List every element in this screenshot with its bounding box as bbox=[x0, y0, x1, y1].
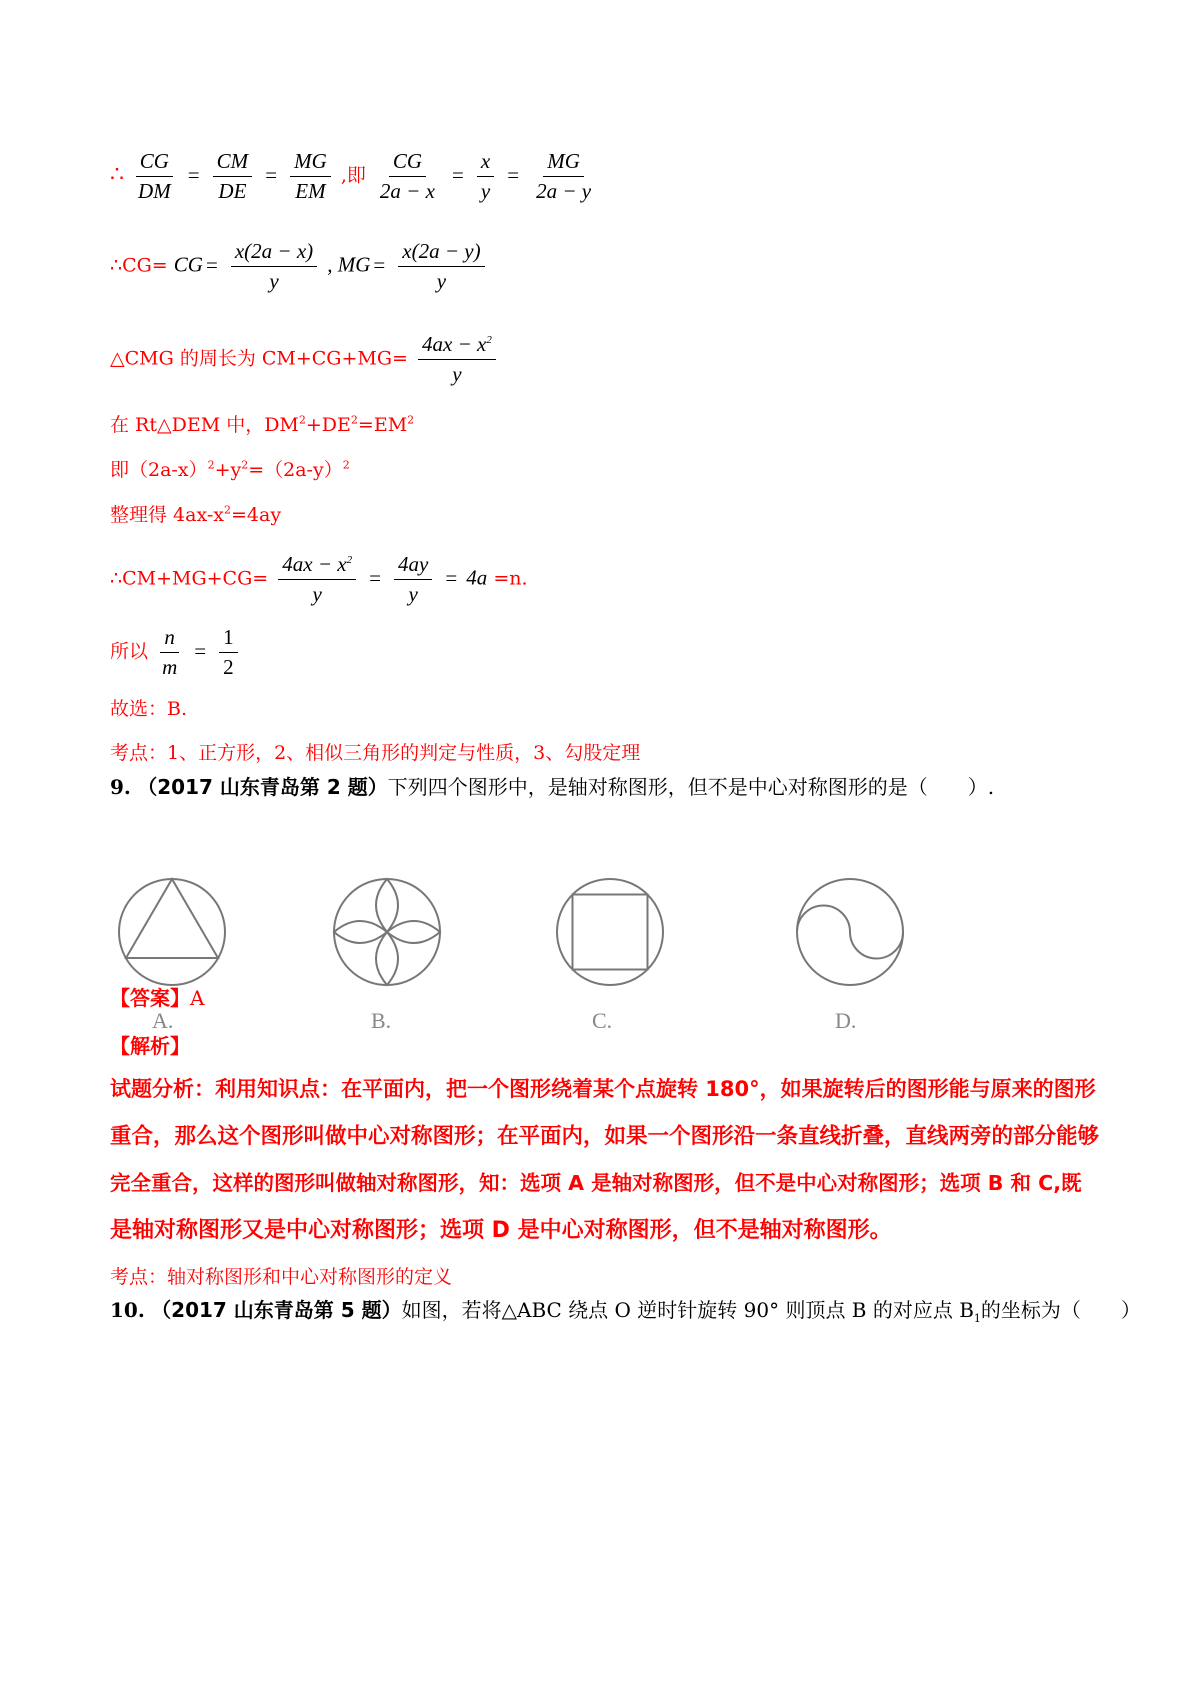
option-d-figure bbox=[790, 872, 910, 992]
knowledge-point-1: 考点：1、正方形，2、相似三角形的判定与性质，3、勾股定理 bbox=[110, 742, 641, 764]
option-d-label: D. bbox=[835, 1008, 857, 1033]
fraction: $\frac{MG}{EM}$ bbox=[290, 150, 331, 203]
option-b-label: B. bbox=[371, 1008, 392, 1033]
fraction: $\frac{4ax - x^2}{y}$ bbox=[418, 333, 496, 386]
question-10: 10. （2017 山东青岛第 5 题）如图，若将△ABC 绕点 O 逆时针旋转 90° 则顶点 B 的对应点 $B_1$的坐标为（ ） bbox=[110, 1298, 1141, 1325]
fraction: $\frac{CM}{DE}$ bbox=[213, 150, 253, 203]
analysis-label: 【解析】 bbox=[110, 1034, 190, 1058]
cg-prefix: ∴CG= bbox=[110, 254, 168, 277]
choice-line: 故选：B. bbox=[110, 698, 188, 720]
ratio-equation: ∴ $\frac{CG}{DM}$ = $\frac{CM}{DE}$ = $\frac{MG}{EM}$ ,即 $\frac{CG}{2a - x}$ = $\frac{x}{y}$ = $\frac{MG}{2a - y}$ bbox=[110, 150, 599, 203]
fraction: $\frac{CG}{2a - x}$ bbox=[379, 149, 435, 204]
fraction: $\frac{x(2a - x)}{y}$ bbox=[231, 240, 317, 293]
simplify-line: 整理得 $4ax-x^2=4ay$ bbox=[110, 503, 282, 526]
option-c-figure bbox=[550, 872, 670, 992]
ji-text: ,即 bbox=[340, 164, 366, 187]
fraction: $\frac{1}{2}$ bbox=[219, 626, 238, 679]
fraction: $\frac{4ax - x^2}{y}$ bbox=[278, 553, 356, 606]
option-a-figure bbox=[112, 872, 232, 992]
fraction: $\frac{x(2a - y)}{y}$ bbox=[398, 240, 484, 293]
knowledge-point-2: 考点：轴对称图形和中心对称图形的定义 bbox=[110, 1266, 453, 1288]
option-c-label: C. bbox=[592, 1008, 613, 1033]
pythagoras-line: 在 Rt△DEM 中，$DM^2+DE^2=EM^2$ bbox=[110, 413, 415, 436]
option-a-label: A. bbox=[152, 1008, 174, 1033]
therefore-symbol: ∴ bbox=[110, 162, 124, 188]
ratio-result: 所以 $\frac{n}{m}$ = $\frac{1}{2}$ bbox=[110, 626, 242, 679]
answer-line: 【答案】A bbox=[110, 986, 205, 1010]
option-b-figure bbox=[327, 872, 447, 992]
fraction: $\frac{MG}{2a - y}$ bbox=[536, 149, 592, 204]
question-9: 9. （2017 山东青岛第 2 题）下列四个图形中，是轴对称图形，但不是中心对称图形的是（ ）. bbox=[110, 775, 995, 799]
sum-equation: ∴CM+MG+CG= $\frac{4ax - x^2}{y}$ = $\frac{4ay}{y}$ = 4a =n. bbox=[110, 552, 528, 607]
fraction: $\frac{n}{m}$ bbox=[162, 625, 178, 680]
cg-mg-equation: ∴CG= CG = $\frac{x(2a - x)}{y}$ , MG = $\frac{x(2a - y)}{y}$ bbox=[110, 240, 489, 293]
fraction: $\frac{CG}{DM}$ bbox=[134, 150, 175, 203]
fraction: $\frac{x}{y}$ bbox=[477, 150, 494, 203]
fraction: $\frac{4ay}{y}$ bbox=[394, 553, 432, 606]
analysis-text: 试题分析：利用知识点：在平面内，把一个图形绕着某个点旋转 180°，如果旋转后的图形能与原来的图形 重合，那么这个图形叫做中心对称图形；在平面内，如果一个图形沿一条直线折叠，直线两旁的部分能够 完全重合，这样的图形叫做轴对称图形，知：选项 A 是轴对称图形，但不是中心对称图形；选项 B 和 C,既 是轴对称图形又是中心对称图形；选项 D 是中心对称图形，但不是轴对称图形。 bbox=[110, 1077, 1100, 1243]
perimeter-equation: △CMG 的周长为 CM+CG+MG= $\frac{4ax - x^2}{y}$ bbox=[110, 333, 500, 386]
substitution-line: 即$(2a-x)^2+y^2=(2a-y)^2$ bbox=[110, 458, 350, 481]
